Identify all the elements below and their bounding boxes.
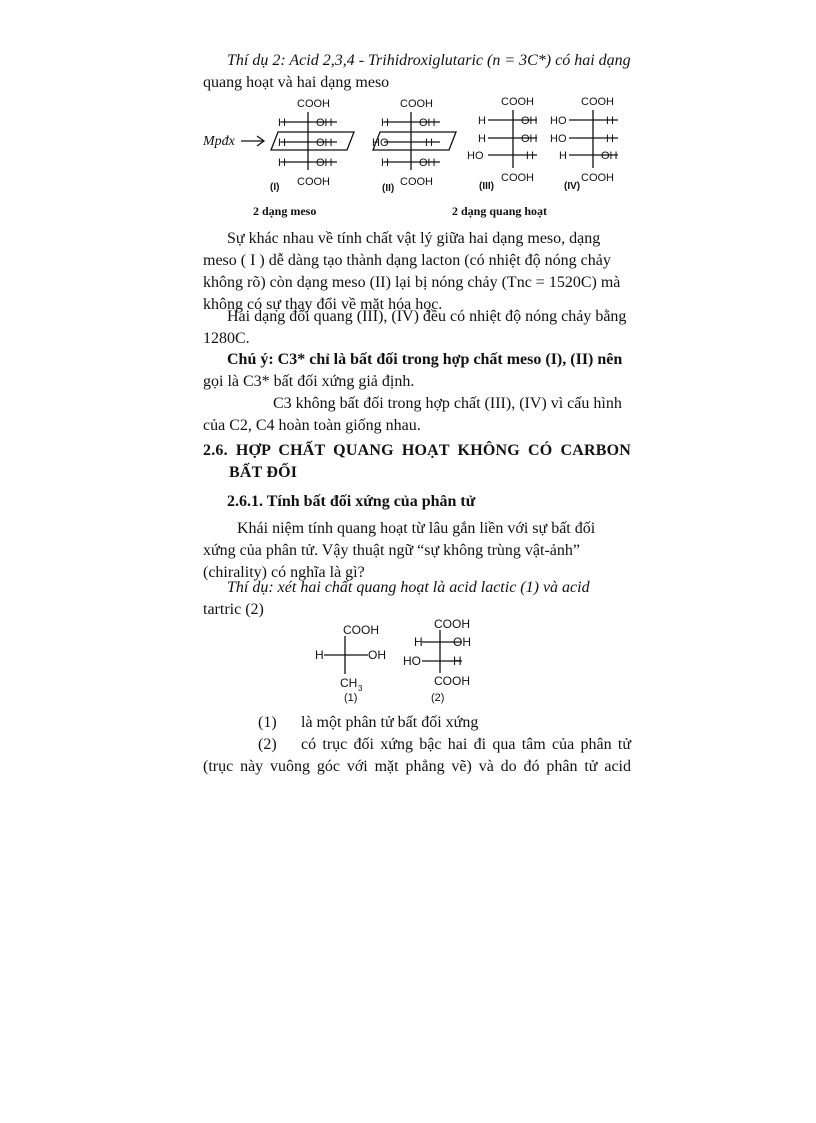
example-2-intro: [203, 50, 631, 94]
paragraph-enantiomers: [203, 306, 631, 350]
label-III: (III): [479, 181, 494, 192]
h-II-1: H: [381, 117, 389, 129]
subsection-title: 2.6.1. Tính bất đối xứng của phân tử: [227, 493, 476, 510]
example-2-line-2: quang hoạt và hai dạng meso: [203, 74, 390, 91]
h-IV-1: H: [606, 115, 614, 127]
note-line-2: gọi là C3* bất đối xứng giả định.: [203, 373, 415, 390]
oh-I-1: OH: [316, 117, 333, 129]
example3-line-1: Thí dụ: xét hai chất quang hoạt là acid lactic (1) và acid: [227, 579, 590, 596]
cooh-bottom-II: COOH: [400, 176, 433, 188]
note-line-3: C3 không bất đối trong hợp chất (III), (IV) vì cấu hình: [273, 395, 622, 412]
cooh-top-II: COOH: [400, 98, 433, 110]
ho-II-2: HO: [372, 137, 389, 149]
paragraph-chirality: [203, 518, 631, 584]
cooh-top-IV: COOH: [581, 96, 614, 108]
note-block: [203, 349, 631, 437]
h-IV-3: H: [559, 150, 567, 162]
oh-II-3: OH: [419, 157, 436, 169]
paragraph-meso-properties: [203, 228, 631, 316]
section-heading: [203, 440, 631, 484]
tartaric-ho-2: HO: [403, 654, 421, 668]
para1-line-3: không rõ) còn dạng meso (II) lại bị nóng chảy (Tnc = 1520C) mà: [203, 274, 621, 291]
para1-line-4: không có sự thay đổi về mặt hóa học.: [203, 296, 443, 313]
tartaric-h-1: H: [414, 635, 423, 649]
ho-III-3: HO: [467, 150, 484, 162]
ho-IV-2: HO: [550, 133, 567, 145]
example3-line-2: tartric (2): [203, 601, 264, 618]
tartaric-h-2: H: [453, 654, 462, 668]
oh-III-2: OH: [521, 133, 538, 145]
oh-I-2: OH: [316, 137, 333, 149]
lactic-sub3: 3: [358, 684, 363, 693]
h-IV-2: H: [606, 133, 614, 145]
caption-meso: 2 dạng meso: [253, 204, 317, 218]
list-item: (2) có trục đối xứng bậc hai đi qua tâm của phân tử: [258, 736, 631, 753]
para1-line-2: meso ( I ) dễ dàng tạo thành dạng lacton (có nhiệt độ nóng chảy: [203, 252, 611, 269]
tartaric-oh-1: OH: [453, 635, 471, 649]
h-I-3: H: [278, 157, 286, 169]
oh-I-3: OH: [316, 157, 333, 169]
note-line-4: của C2, C4 hoàn toàn giống nhau.: [203, 417, 421, 434]
example-2-line-1: Thí dụ 2: Acid 2,3,4 - Trihidroxiglutaric (n = 3C*) có hai dạng: [227, 52, 631, 69]
para1-line-1: Sự khác nhau về tính chất vật lý giữa hai dạng meso, dạng: [227, 230, 601, 247]
lactic-cooh: COOH: [343, 623, 379, 637]
oh-IV-3: OH: [601, 150, 618, 162]
lactic-oh: OH: [368, 648, 386, 662]
section-title-line-1: 2.6. HỢP CHẤT QUANG HOẠT KHÔNG CÓ CARBON: [203, 442, 631, 459]
label-1: (1): [344, 692, 358, 704]
h-II-2: H: [425, 137, 433, 149]
label-2: (2): [431, 692, 445, 704]
section-title-line-2: BẤT ĐỐI: [229, 464, 298, 481]
para2-line-1: Hai dạng đối quang (III), (IV) đều có nhiệt độ nóng chảy bằng: [227, 308, 627, 325]
note-line-1: Chú ý: C3* chỉ là bất đối trong hợp chất meso (I), (II) nên: [227, 351, 623, 368]
label-II: (II): [382, 183, 395, 194]
list-item: (1) là một phân tử bất đối xứng: [258, 714, 479, 731]
fischer-figure-lactic-tartaric: [310, 612, 490, 708]
lactic-h: H: [315, 648, 324, 662]
caption-active: 2 dạng quang hoạt: [452, 204, 548, 218]
para3-line-2: xứng của phân tử. Vậy thuật ngữ “sự không trùng vật-ảnh”: [203, 542, 580, 559]
oh-II-1: OH: [419, 117, 436, 129]
h-I-2: H: [278, 137, 286, 149]
h-III-2: H: [478, 133, 486, 145]
cooh-bottom-I: COOH: [297, 176, 330, 188]
para2-line-2: 1280C.: [203, 330, 250, 347]
tartaric-cooh-top: COOH: [434, 617, 470, 631]
numbered-list: [203, 712, 631, 778]
lactic-ch: CH: [340, 676, 358, 690]
mpdx-label: Mpđx: [203, 134, 235, 149]
label-IV: (IV): [564, 181, 581, 192]
subsection-heading: [203, 491, 631, 513]
h-III-1: H: [478, 115, 486, 127]
cooh-top-III: COOH: [501, 96, 534, 108]
fischer-figure-trihydroxyglutaric: [195, 92, 645, 200]
tartaric-cooh-bottom: COOH: [434, 674, 470, 688]
cooh-bottom-III: COOH: [501, 172, 534, 184]
h-I-1: H: [278, 117, 286, 129]
cooh-top-I: COOH: [297, 98, 330, 110]
cooh-bottom-IV: COOH: [581, 172, 614, 184]
label-I: (I): [270, 182, 280, 193]
list-continuation-line: (trục này vuông góc với mặt phẳng vẽ) và do đó phân tử acid: [203, 758, 631, 775]
para3-line-1: Khái niệm tính quang hoạt từ lâu gắn liền với sự bất đối: [237, 520, 596, 537]
ho-IV-1: HO: [550, 115, 567, 127]
h-III-3: H: [526, 150, 534, 162]
h-II-3: H: [381, 157, 389, 169]
oh-III-1: OH: [521, 115, 538, 127]
para3-line-3: (chirality) có nghĩa là gì?: [203, 564, 365, 581]
